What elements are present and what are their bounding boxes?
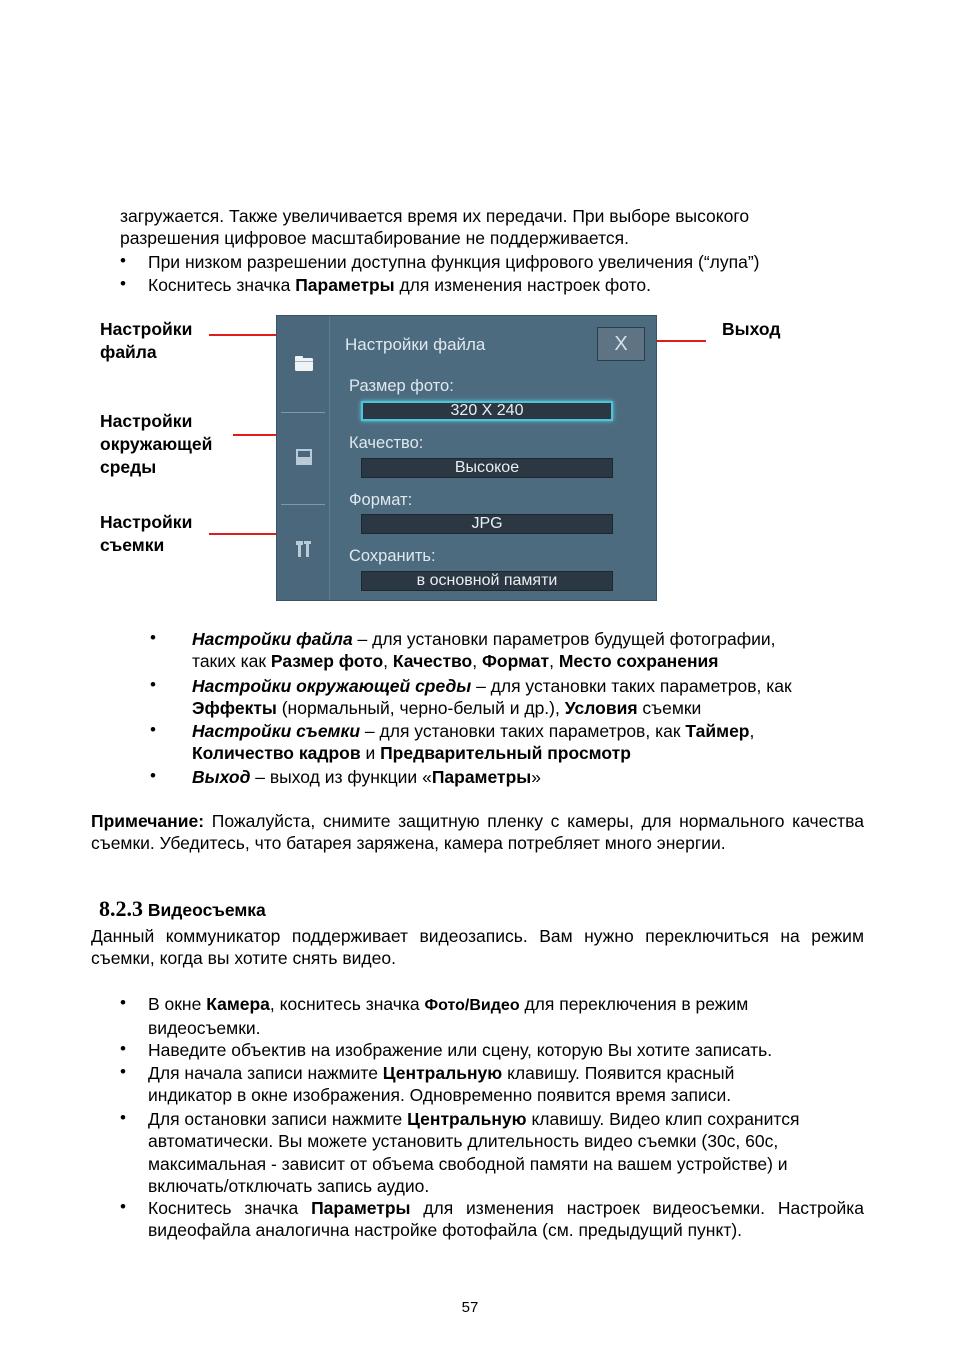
def-environment-settings: Настройки окружающей среды – для установки таких параметров, как Эффекты (нормальный, черно-белый и др.), Условия съемки bbox=[192, 676, 792, 719]
intro-line-1: загружается. Также увеличивается время их передачи. При выборе высокого bbox=[120, 206, 750, 226]
bullet-mark: • bbox=[120, 993, 126, 1012]
rail-divider bbox=[281, 504, 325, 505]
panel-title: Настройки файла bbox=[345, 335, 486, 354]
bullet-mark: • bbox=[150, 675, 156, 694]
section-heading bbox=[99, 898, 266, 921]
bullet-mark: • bbox=[150, 766, 156, 785]
intro-bullet-1: При низком разрешении доступна функция цифрового увеличения (“лупа”) bbox=[148, 252, 760, 272]
intro-bullet-2: Коснитесь значка Параметры для изменения настроек фото. bbox=[148, 275, 651, 295]
bullet-mark: • bbox=[120, 251, 126, 270]
bullet-mark: • bbox=[120, 1039, 126, 1058]
callout-label-exit: Выход bbox=[722, 319, 781, 339]
bullet-mark: • bbox=[150, 720, 156, 739]
format-field[interactable]: JPG bbox=[361, 514, 613, 534]
bullet-mark: • bbox=[120, 1062, 126, 1081]
format-label: Формат: bbox=[349, 491, 413, 509]
rail-divider bbox=[281, 412, 325, 413]
def-shooting-settings: Настройки съемки – для установки таких параметров, как Таймер, Количество кадров и Предварительный просмотр bbox=[192, 721, 755, 764]
section-intro: Данный коммуникатор поддерживает видеозапись. Вам нужно переключиться на режим съемки, когда вы хотите снять видео. bbox=[91, 926, 864, 969]
callout-label-shooting: Настройки съемки bbox=[100, 512, 193, 555]
photo-size-field[interactable]: 320 X 240 bbox=[361, 401, 613, 421]
bullet-mark: • bbox=[120, 1108, 126, 1127]
callout-line-exit bbox=[657, 340, 706, 342]
save-label: Сохранить: bbox=[349, 547, 436, 565]
callout-line-shooting bbox=[209, 533, 277, 535]
settings-panel-screenshot bbox=[276, 315, 657, 601]
step-2: Наведите объектив на изображение или сцену, которую Вы хотите записать. bbox=[148, 1040, 773, 1060]
bullet-mark: • bbox=[150, 628, 156, 647]
step-4: Для остановки записи нажмите Центральную клавишу. Видео клип сохранится автоматически. Вы можете установить длительность видео съемки (30с, 60с, максимальная - зависит от объема свободной памяти на вашем устройстве) и включать/отключать запись аудио. bbox=[148, 1109, 800, 1197]
quality-field[interactable]: Высокое bbox=[361, 458, 613, 478]
tools-icon[interactable] bbox=[293, 538, 315, 560]
step-1: В окне Камера, коснитесь значка Фото/Видео для переключения в режим видеосъемки. bbox=[148, 994, 749, 1039]
photo-size-label: Размер фото: bbox=[349, 377, 454, 395]
bullet-mark: • bbox=[120, 1197, 126, 1216]
quality-label: Качество: bbox=[349, 434, 424, 452]
environment-icon[interactable] bbox=[293, 446, 315, 468]
note-paragraph: Примечание: Пожалуйста, снимите защитную пленку с камеры, для нормального качества съемки. Убедитесь, что батарея заряжена, камера потребляет много энергии. bbox=[91, 811, 864, 854]
save-location-field[interactable]: в основной памяти bbox=[361, 571, 613, 591]
step-3: Для начала записи нажмите Центральную клавишу. Появится красный индикатор в окне изображения. Одновременно появится время записи. bbox=[148, 1063, 735, 1106]
step-5: Коснитесь значка Параметры для изменения настроек видеосъемки. Настройка видеофайла аналогична настройке фотофайла (см. предыдущий пункт). bbox=[148, 1198, 864, 1241]
page-number: 57 bbox=[461, 1299, 479, 1316]
section-number: 8.2.3 bbox=[99, 896, 143, 921]
def-exit: Выход – выход из функции «Параметры» bbox=[192, 767, 541, 787]
settings-rail bbox=[277, 316, 330, 600]
callout-label-file: Настройки файла bbox=[100, 319, 193, 362]
intro-line-2: разрешения цифровое масштабирование не поддерживается. bbox=[120, 228, 629, 248]
def-file-settings: Настройки файла – для установки параметров будущей фотографии, таких как Размер фото, Качество, Формат, Место сохранения bbox=[192, 629, 776, 672]
section-title: Видеосъемка bbox=[147, 900, 266, 920]
callout-line-file bbox=[209, 334, 277, 336]
bullet-mark: • bbox=[120, 274, 126, 293]
callout-line-environment bbox=[233, 434, 276, 436]
close-button[interactable]: X bbox=[597, 327, 645, 361]
folder-icon[interactable] bbox=[293, 352, 315, 374]
callout-label-environment: Настройки окружающей среды bbox=[100, 411, 213, 477]
